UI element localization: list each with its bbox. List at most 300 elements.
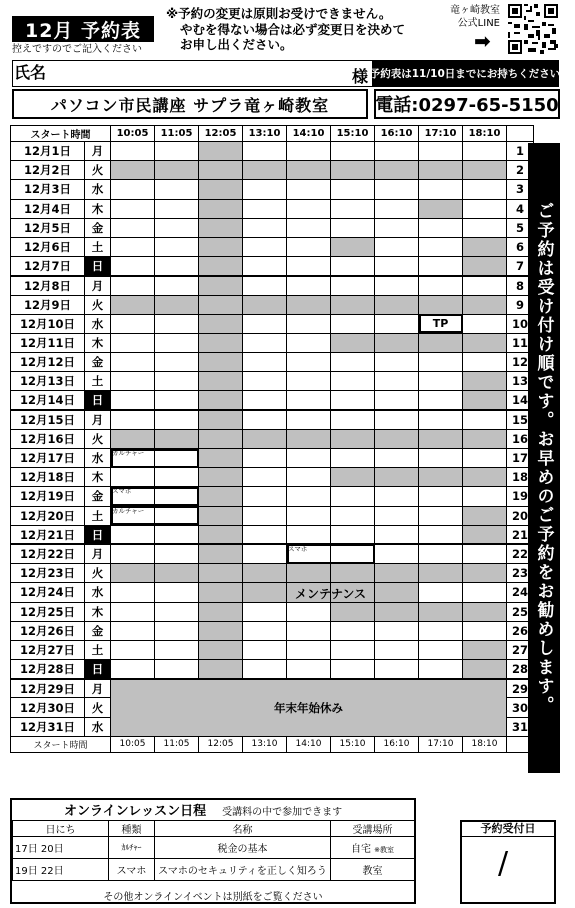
slot-cell[interactable]: [243, 142, 287, 161]
slot-cell[interactable]: [155, 161, 199, 180]
slot-cell[interactable]: [243, 237, 287, 256]
slot-cell[interactable]: [243, 525, 287, 544]
slot-cell[interactable]: [419, 449, 463, 468]
day-date: 12月8日: [11, 276, 85, 295]
online-footer: その他オンラインイベントは別紙をご覧ください: [103, 892, 323, 903]
slot-cell[interactable]: [287, 487, 331, 506]
slot-cell[interactable]: [375, 237, 419, 256]
day-of-week: 金: [85, 621, 111, 640]
slot-cell[interactable]: [155, 544, 199, 563]
slot-cell[interactable]: [331, 333, 375, 352]
slot-cell[interactable]: [331, 544, 375, 563]
day-row: [11, 180, 534, 199]
slot-cell[interactable]: [199, 660, 243, 679]
slot-cell[interactable]: [331, 660, 375, 679]
slot-cell[interactable]: [243, 180, 287, 199]
slot-cell[interactable]: [419, 276, 463, 295]
slot-cell[interactable]: [463, 161, 507, 180]
slot-cell[interactable]: [155, 468, 199, 487]
slot-cell[interactable]: [331, 161, 375, 180]
slot-cell[interactable]: [463, 276, 507, 295]
slot-cell[interactable]: [375, 333, 419, 352]
day-date: 12月12日: [11, 353, 85, 372]
slot-cell[interactable]: [419, 525, 463, 544]
slot-cell[interactable]: [375, 161, 419, 180]
day-of-week: 月: [85, 679, 111, 698]
slot-cell[interactable]: [111, 237, 155, 256]
slot-cell[interactable]: [463, 237, 507, 256]
slot-cell[interactable]: [243, 506, 287, 525]
slot-cell[interactable]: [111, 199, 155, 218]
slot-cell[interactable]: [243, 257, 287, 276]
slot-cell[interactable]: [331, 237, 375, 256]
slot-cell[interactable]: [111, 372, 155, 391]
slot-cell[interactable]: [419, 506, 463, 525]
line-school: 竜ヶ崎教室: [450, 5, 500, 16]
slot-cell[interactable]: [287, 333, 331, 352]
slot-cell[interactable]: [155, 621, 199, 640]
row-number: 31: [507, 717, 534, 736]
row-number: 18: [507, 468, 534, 487]
slot-cell[interactable]: [155, 372, 199, 391]
slot-cell[interactable]: [463, 449, 507, 468]
slot-cell[interactable]: [331, 449, 375, 468]
slot-cell[interactable]: [463, 583, 507, 602]
slot-cell[interactable]: [243, 314, 287, 333]
slot-cell[interactable]: [463, 506, 507, 525]
slot-cell[interactable]: [199, 449, 243, 468]
day-of-week: 火: [85, 698, 111, 717]
day-row: [11, 237, 534, 256]
slot-cell[interactable]: [375, 564, 419, 583]
slot-cell[interactable]: [199, 257, 243, 276]
slot-cell[interactable]: [463, 468, 507, 487]
slot-cell[interactable]: [419, 391, 463, 410]
slot-cell[interactable]: [375, 314, 419, 333]
slot-cell[interactable]: [331, 372, 375, 391]
day-of-week: 日: [85, 525, 111, 544]
slot-cell[interactable]: [287, 640, 331, 659]
slot-cell[interactable]: [375, 525, 419, 544]
slot-cell[interactable]: [111, 180, 155, 199]
slot-cell[interactable]: [155, 142, 199, 161]
slot-cell[interactable]: [419, 602, 463, 621]
slot-cell[interactable]: [331, 257, 375, 276]
slot-cell[interactable]: [419, 487, 463, 506]
day-date: 12月28日: [11, 660, 85, 679]
slot-cell[interactable]: [287, 276, 331, 295]
slot-cell[interactable]: [111, 621, 155, 640]
slot-cell[interactable]: [419, 583, 463, 602]
slot-cell[interactable]: [375, 583, 419, 602]
slot-cell[interactable]: [111, 468, 155, 487]
slot-cell[interactable]: [463, 487, 507, 506]
slot-cell[interactable]: [331, 429, 375, 448]
slot-cell[interactable]: [331, 218, 375, 237]
slot-cell[interactable]: [287, 468, 331, 487]
slot-cell[interactable]: [331, 564, 375, 583]
slot-cell[interactable]: [287, 237, 331, 256]
slot-cell[interactable]: [375, 621, 419, 640]
slot-cell[interactable]: [199, 391, 243, 410]
slot-cell[interactable]: [331, 295, 375, 314]
slot-cell[interactable]: [111, 353, 155, 372]
time-slot-footer: 12:05: [199, 736, 243, 752]
slot-cell[interactable]: [199, 142, 243, 161]
slot-cell[interactable]: [111, 449, 155, 468]
slot-cell[interactable]: [111, 410, 155, 429]
slot-cell[interactable]: [463, 180, 507, 199]
slot-cell[interactable]: [331, 276, 375, 295]
slot-cell[interactable]: [155, 506, 199, 525]
slot-cell[interactable]: [243, 218, 287, 237]
slot-cell[interactable]: [331, 602, 375, 621]
slot-cell[interactable]: [287, 429, 331, 448]
day-of-week: 土: [85, 372, 111, 391]
slot-cell[interactable]: [375, 429, 419, 448]
slot-cell[interactable]: [111, 429, 155, 448]
row-number: 15: [507, 410, 534, 429]
slot-cell[interactable]: [331, 199, 375, 218]
slot-cell[interactable]: [155, 660, 199, 679]
slot-cell[interactable]: [155, 333, 199, 352]
slot-cell[interactable]: [111, 161, 155, 180]
slot-cell[interactable]: [287, 295, 331, 314]
slot-cell[interactable]: [199, 564, 243, 583]
slot-cell[interactable]: [199, 353, 243, 372]
slot-cell[interactable]: [375, 295, 419, 314]
slot-cell[interactable]: [287, 161, 331, 180]
slot-cell[interactable]: [287, 218, 331, 237]
slot-cell[interactable]: [463, 372, 507, 391]
slot-cell[interactable]: [287, 180, 331, 199]
slot-cell[interactable]: [419, 564, 463, 583]
slot-cell[interactable]: [111, 276, 155, 295]
slot-cell[interactable]: [111, 640, 155, 659]
slot-cell[interactable]: [375, 276, 419, 295]
slot-cell[interactable]: [287, 660, 331, 679]
arrow-right-icon: ➡: [474, 29, 491, 53]
slot-cell[interactable]: [243, 564, 287, 583]
slot-cell[interactable]: [155, 525, 199, 544]
slot-cell[interactable]: [243, 429, 287, 448]
slot-cell[interactable]: [199, 410, 243, 429]
slot-cell[interactable]: [243, 487, 287, 506]
slot-cell[interactable]: [199, 487, 243, 506]
slot-cell[interactable]: [375, 487, 419, 506]
slot-cell[interactable]: [375, 142, 419, 161]
slot-cell[interactable]: [199, 372, 243, 391]
slot-cell[interactable]: [463, 660, 507, 679]
slot-cell[interactable]: [243, 660, 287, 679]
slot-cell[interactable]: [287, 602, 331, 621]
slot-cell[interactable]: [243, 199, 287, 218]
slot-cell[interactable]: [243, 161, 287, 180]
slot-cell[interactable]: [155, 295, 199, 314]
slot-cell[interactable]: [419, 333, 463, 352]
slot-cell[interactable]: [375, 372, 419, 391]
slot-cell[interactable]: [419, 429, 463, 448]
day-row: [11, 372, 534, 391]
slot-cell[interactable]: [243, 583, 287, 602]
slot-cell[interactable]: [375, 180, 419, 199]
slot-cell[interactable]: [243, 544, 287, 563]
slot-cell[interactable]: [463, 142, 507, 161]
slot-cell[interactable]: [111, 506, 155, 525]
slot-cell[interactable]: [155, 180, 199, 199]
slot-cell[interactable]: [111, 583, 155, 602]
slot-cell[interactable]: [111, 391, 155, 410]
slot-cell[interactable]: [463, 525, 507, 544]
slot-cell[interactable]: [243, 391, 287, 410]
slot-cell[interactable]: [419, 621, 463, 640]
day-date: 12月27日: [11, 640, 85, 659]
day-row: [11, 564, 534, 583]
slot-cell[interactable]: [331, 410, 375, 429]
slot-cell[interactable]: [419, 161, 463, 180]
slot-cell[interactable]: [111, 564, 155, 583]
day-of-week: 月: [85, 410, 111, 429]
slot-cell[interactable]: [111, 660, 155, 679]
slot-cell[interactable]: [375, 353, 419, 372]
slot-cell[interactable]: [243, 621, 287, 640]
slot-cell[interactable]: [463, 257, 507, 276]
slot-cell[interactable]: [199, 640, 243, 659]
slot-cell[interactable]: [419, 295, 463, 314]
slot-cell[interactable]: [331, 640, 375, 659]
slot-cell[interactable]: [331, 180, 375, 199]
slot-cell[interactable]: [243, 640, 287, 659]
holiday-block: 年末年始休み: [111, 679, 507, 737]
slot-cell[interactable]: [199, 525, 243, 544]
slot-cell[interactable]: [463, 295, 507, 314]
day-of-week: 金: [85, 487, 111, 506]
day-date: 12月31日: [11, 717, 85, 736]
slot-cell[interactable]: [155, 583, 199, 602]
slot-cell[interactable]: [287, 564, 331, 583]
slot-cell[interactable]: [375, 410, 419, 429]
day-of-week: 水: [85, 717, 111, 736]
day-of-week: 火: [85, 564, 111, 583]
slot-cell[interactable]: [287, 199, 331, 218]
slot-cell[interactable]: [199, 602, 243, 621]
slot-cell[interactable]: [111, 333, 155, 352]
slot-cell[interactable]: [419, 660, 463, 679]
slot-cell[interactable]: [111, 142, 155, 161]
slot-cell[interactable]: [331, 353, 375, 372]
day-date: 12月4日: [11, 199, 85, 218]
slot-cell[interactable]: [199, 621, 243, 640]
day-of-week: 水: [85, 314, 111, 333]
slot-cell[interactable]: [287, 353, 331, 372]
slot-cell[interactable]: [375, 640, 419, 659]
day-row: [11, 218, 534, 237]
slot-cell[interactable]: [243, 468, 287, 487]
slot-cell[interactable]: [155, 314, 199, 333]
slot-cell[interactable]: [287, 314, 331, 333]
slot-cell[interactable]: [287, 525, 331, 544]
slot-cell[interactable]: [199, 583, 243, 602]
slot-cell[interactable]: [199, 314, 243, 333]
day-row: [11, 679, 534, 698]
day-row: [11, 410, 534, 429]
slot-cell[interactable]: [463, 218, 507, 237]
slot-cell[interactable]: [287, 257, 331, 276]
slot-cell[interactable]: [287, 410, 331, 429]
slot-cell[interactable]: [199, 468, 243, 487]
slot-cell[interactable]: [375, 660, 419, 679]
slot-cell[interactable]: [199, 180, 243, 199]
row-number: 29: [507, 679, 534, 698]
slot-cell[interactable]: [419, 468, 463, 487]
slot-cell[interactable]: [243, 276, 287, 295]
slot-cell[interactable]: [419, 237, 463, 256]
slot-cell[interactable]: [375, 544, 419, 563]
slot-cell[interactable]: [111, 544, 155, 563]
time-slot-footer: 10:05: [111, 736, 155, 752]
slot-cell[interactable]: [419, 544, 463, 563]
slot-cell[interactable]: [155, 449, 199, 468]
slot-cell[interactable]: [331, 142, 375, 161]
slot-cell[interactable]: [463, 353, 507, 372]
slot-cell[interactable]: [463, 314, 507, 333]
slot-cell[interactable]: [111, 295, 155, 314]
slot-cell[interactable]: [111, 487, 155, 506]
slot-cell[interactable]: [463, 564, 507, 583]
slot-cell[interactable]: [287, 391, 331, 410]
slot-cell[interactable]: [155, 429, 199, 448]
slot-cell[interactable]: [199, 429, 243, 448]
slot-cell[interactable]: [331, 487, 375, 506]
slot-cell[interactable]: [111, 218, 155, 237]
slot-cell[interactable]: [199, 237, 243, 256]
slot-cell[interactable]: [155, 602, 199, 621]
slot-cell[interactable]: [199, 276, 243, 295]
time-slot-footer: 17:10: [419, 736, 463, 752]
slot-cell[interactable]: [331, 314, 375, 333]
slot-cell[interactable]: [243, 353, 287, 372]
day-row: [11, 429, 534, 448]
day-date: 12月14日: [11, 391, 85, 410]
slot-cell[interactable]: [287, 449, 331, 468]
slot-cell[interactable]: [419, 314, 463, 333]
slot-cell[interactable]: [331, 391, 375, 410]
slot-cell[interactable]: [463, 391, 507, 410]
slot-cell[interactable]: [155, 410, 199, 429]
slot-cell[interactable]: [287, 506, 331, 525]
slot-cell[interactable]: [463, 621, 507, 640]
slot-cell[interactable]: [331, 506, 375, 525]
slot-cell[interactable]: [375, 602, 419, 621]
slot-cell[interactable]: [375, 391, 419, 410]
slot-cell[interactable]: [463, 602, 507, 621]
online-header-date: 日にち: [13, 821, 109, 837]
slot-cell[interactable]: [375, 506, 419, 525]
slot-cell[interactable]: [155, 237, 199, 256]
slot-cell[interactable]: [111, 257, 155, 276]
slot-cell[interactable]: [331, 525, 375, 544]
slot-cell[interactable]: [243, 410, 287, 429]
slot-cell[interactable]: [287, 142, 331, 161]
slot-cell[interactable]: [463, 429, 507, 448]
day-row: [11, 295, 534, 314]
slot-cell[interactable]: [375, 449, 419, 468]
slot-cell[interactable]: [111, 602, 155, 621]
slot-cell[interactable]: [199, 218, 243, 237]
slot-cell[interactable]: [419, 372, 463, 391]
online-subtitle: 受講料の中で参加できます: [222, 807, 343, 818]
slot-cell[interactable]: [419, 353, 463, 372]
slot-cell[interactable]: [463, 333, 507, 352]
slot-cell[interactable]: [243, 372, 287, 391]
slot-cell[interactable]: [331, 468, 375, 487]
slot-cell[interactable]: [111, 314, 155, 333]
slot-cell[interactable]: [419, 180, 463, 199]
slot-cell[interactable]: [375, 257, 419, 276]
time-slot-header: 12:05: [199, 126, 243, 142]
slot-cell[interactable]: [419, 199, 463, 218]
day-of-week: 火: [85, 295, 111, 314]
slot-cell[interactable]: [463, 410, 507, 429]
slot-cell[interactable]: [199, 199, 243, 218]
slot-cell[interactable]: [199, 506, 243, 525]
time-slot-header: 11:05: [155, 126, 199, 142]
slot-cell[interactable]: [463, 544, 507, 563]
slot-cell[interactable]: [463, 199, 507, 218]
day-date: 12月16日: [11, 429, 85, 448]
slot-cell[interactable]: [111, 525, 155, 544]
slot-cell[interactable]: [199, 333, 243, 352]
online-header-row: [13, 821, 415, 837]
slot-cell[interactable]: [419, 410, 463, 429]
online-place: 教室: [362, 866, 383, 877]
row-number: 12: [507, 353, 534, 372]
slot-cell[interactable]: [419, 218, 463, 237]
day-of-week: 木: [85, 468, 111, 487]
day-row: [11, 660, 534, 679]
day-of-week: 月: [85, 544, 111, 563]
qr-code-icon[interactable]: [508, 4, 558, 54]
slot-cell[interactable]: [419, 640, 463, 659]
slot-cell[interactable]: [199, 544, 243, 563]
slot-cell[interactable]: [287, 372, 331, 391]
slot-cell[interactable]: [375, 468, 419, 487]
slot-cell[interactable]: [199, 161, 243, 180]
slot-cell[interactable]: [155, 564, 199, 583]
slot-cell[interactable]: [375, 218, 419, 237]
slot-cell[interactable]: [287, 621, 331, 640]
slot-cell[interactable]: [155, 391, 199, 410]
slot-cell[interactable]: [155, 218, 199, 237]
slot-cell[interactable]: [375, 199, 419, 218]
slot-cell[interactable]: [287, 544, 331, 563]
slot-cell[interactable]: [331, 621, 375, 640]
slot-cell[interactable]: [155, 353, 199, 372]
slot-cell[interactable]: [243, 333, 287, 352]
slot-cell[interactable]: [155, 276, 199, 295]
slot-cell[interactable]: [155, 257, 199, 276]
slot-cell[interactable]: [155, 640, 199, 659]
slot-cell[interactable]: [243, 449, 287, 468]
slot-cell[interactable]: [243, 295, 287, 314]
slot-cell[interactable]: [243, 602, 287, 621]
slot-cell[interactable]: [419, 142, 463, 161]
slot-cell[interactable]: [155, 199, 199, 218]
slot-cell[interactable]: [419, 257, 463, 276]
slot-cell[interactable]: [199, 295, 243, 314]
slot-cell[interactable]: [463, 640, 507, 659]
slot-cell[interactable]: [155, 487, 199, 506]
